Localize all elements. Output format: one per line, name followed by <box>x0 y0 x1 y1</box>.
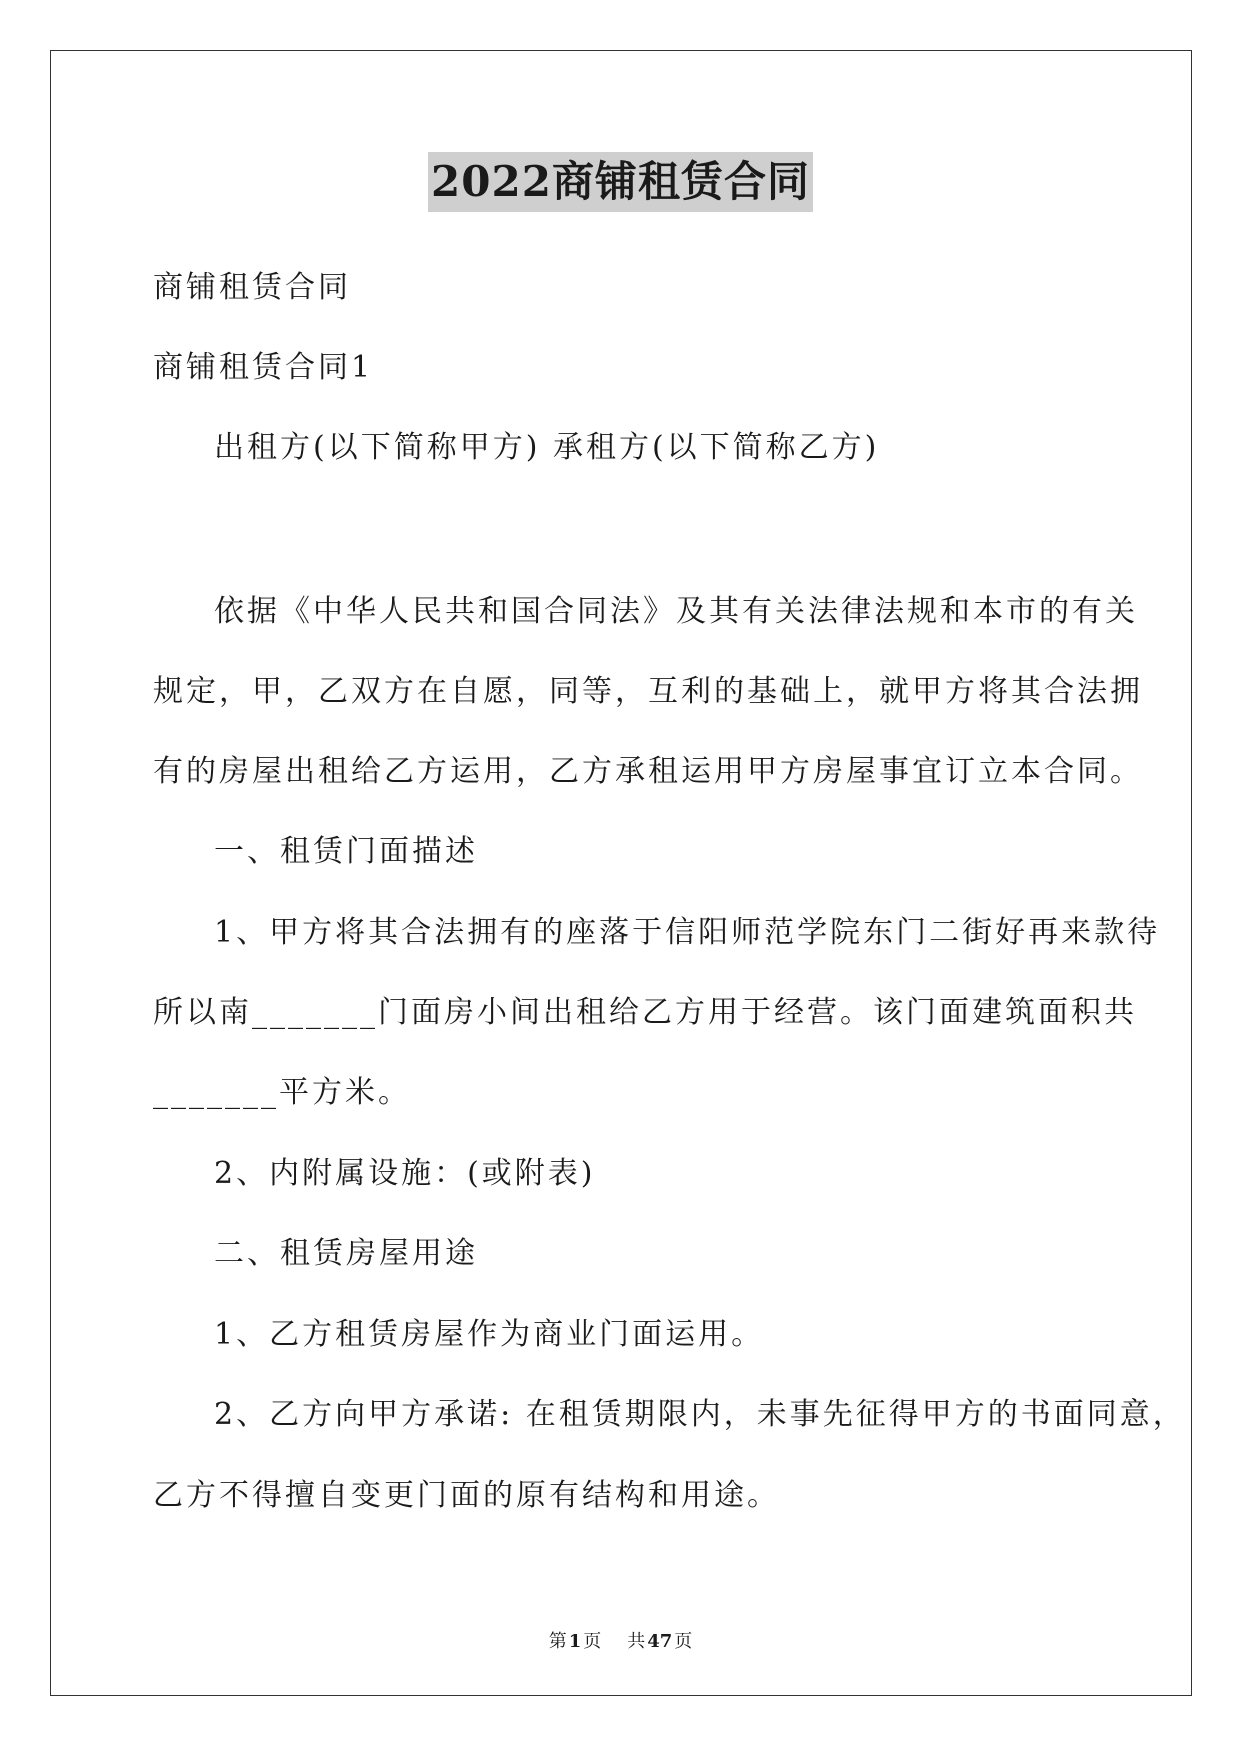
footer-total-prefix: 共 <box>627 1631 646 1652</box>
text-line: 商铺租赁合同1 <box>153 350 374 385</box>
page-footer <box>0 1630 1241 1654</box>
text-line: 商铺租赁合同 <box>153 270 351 305</box>
document-title: 2022商铺租赁合同 <box>428 152 813 212</box>
footer-total-pages: 47 <box>647 1631 673 1652</box>
text-line: 2、内附属设施：(或附表) <box>214 1156 596 1191</box>
footer-page-suffix: 页 <box>583 1631 602 1652</box>
text-line: 依据《中华人民共和国合同法》及其有关法律法规和本市的有关 <box>214 594 1138 629</box>
footer-page-number: 1 <box>568 1631 582 1652</box>
text-line: 所以南_______门面房小间出租给乙方用于经营。该门面建筑面积共 <box>153 995 1137 1030</box>
text-line: 有的房屋出租给乙方运用，乙方承租运用甲方房屋事宜订立本合同。 <box>153 754 1143 789</box>
text-line: 规定，甲，乙双方在自愿，同等，互利的基础上，就甲方将其合法拥 <box>153 674 1143 709</box>
title-container <box>0 152 1241 212</box>
text-line: 2、乙方向甲方承诺: 在租赁期限内，未事先征得甲方的书面同意， <box>214 1397 1186 1432</box>
text-line: 1、甲方将其合法拥有的座落于信阳师范学院东门二街好再来款待 <box>214 915 1161 950</box>
text-line: 出租方(以下简称甲方) 承租方(以下简称乙方) <box>214 430 880 465</box>
text-line: _______平方米。 <box>153 1075 411 1110</box>
footer-page-prefix: 第 <box>548 1631 567 1652</box>
section-heading: 一、租赁门面描述 <box>214 834 478 869</box>
footer-total-suffix: 页 <box>674 1631 693 1652</box>
text-line: 1、乙方租赁房屋作为商业门面运用。 <box>214 1317 765 1352</box>
text-line: 乙方不得擅自变更门面的原有结构和用途。 <box>153 1478 780 1513</box>
section-heading: 二、租赁房屋用途 <box>214 1236 478 1271</box>
